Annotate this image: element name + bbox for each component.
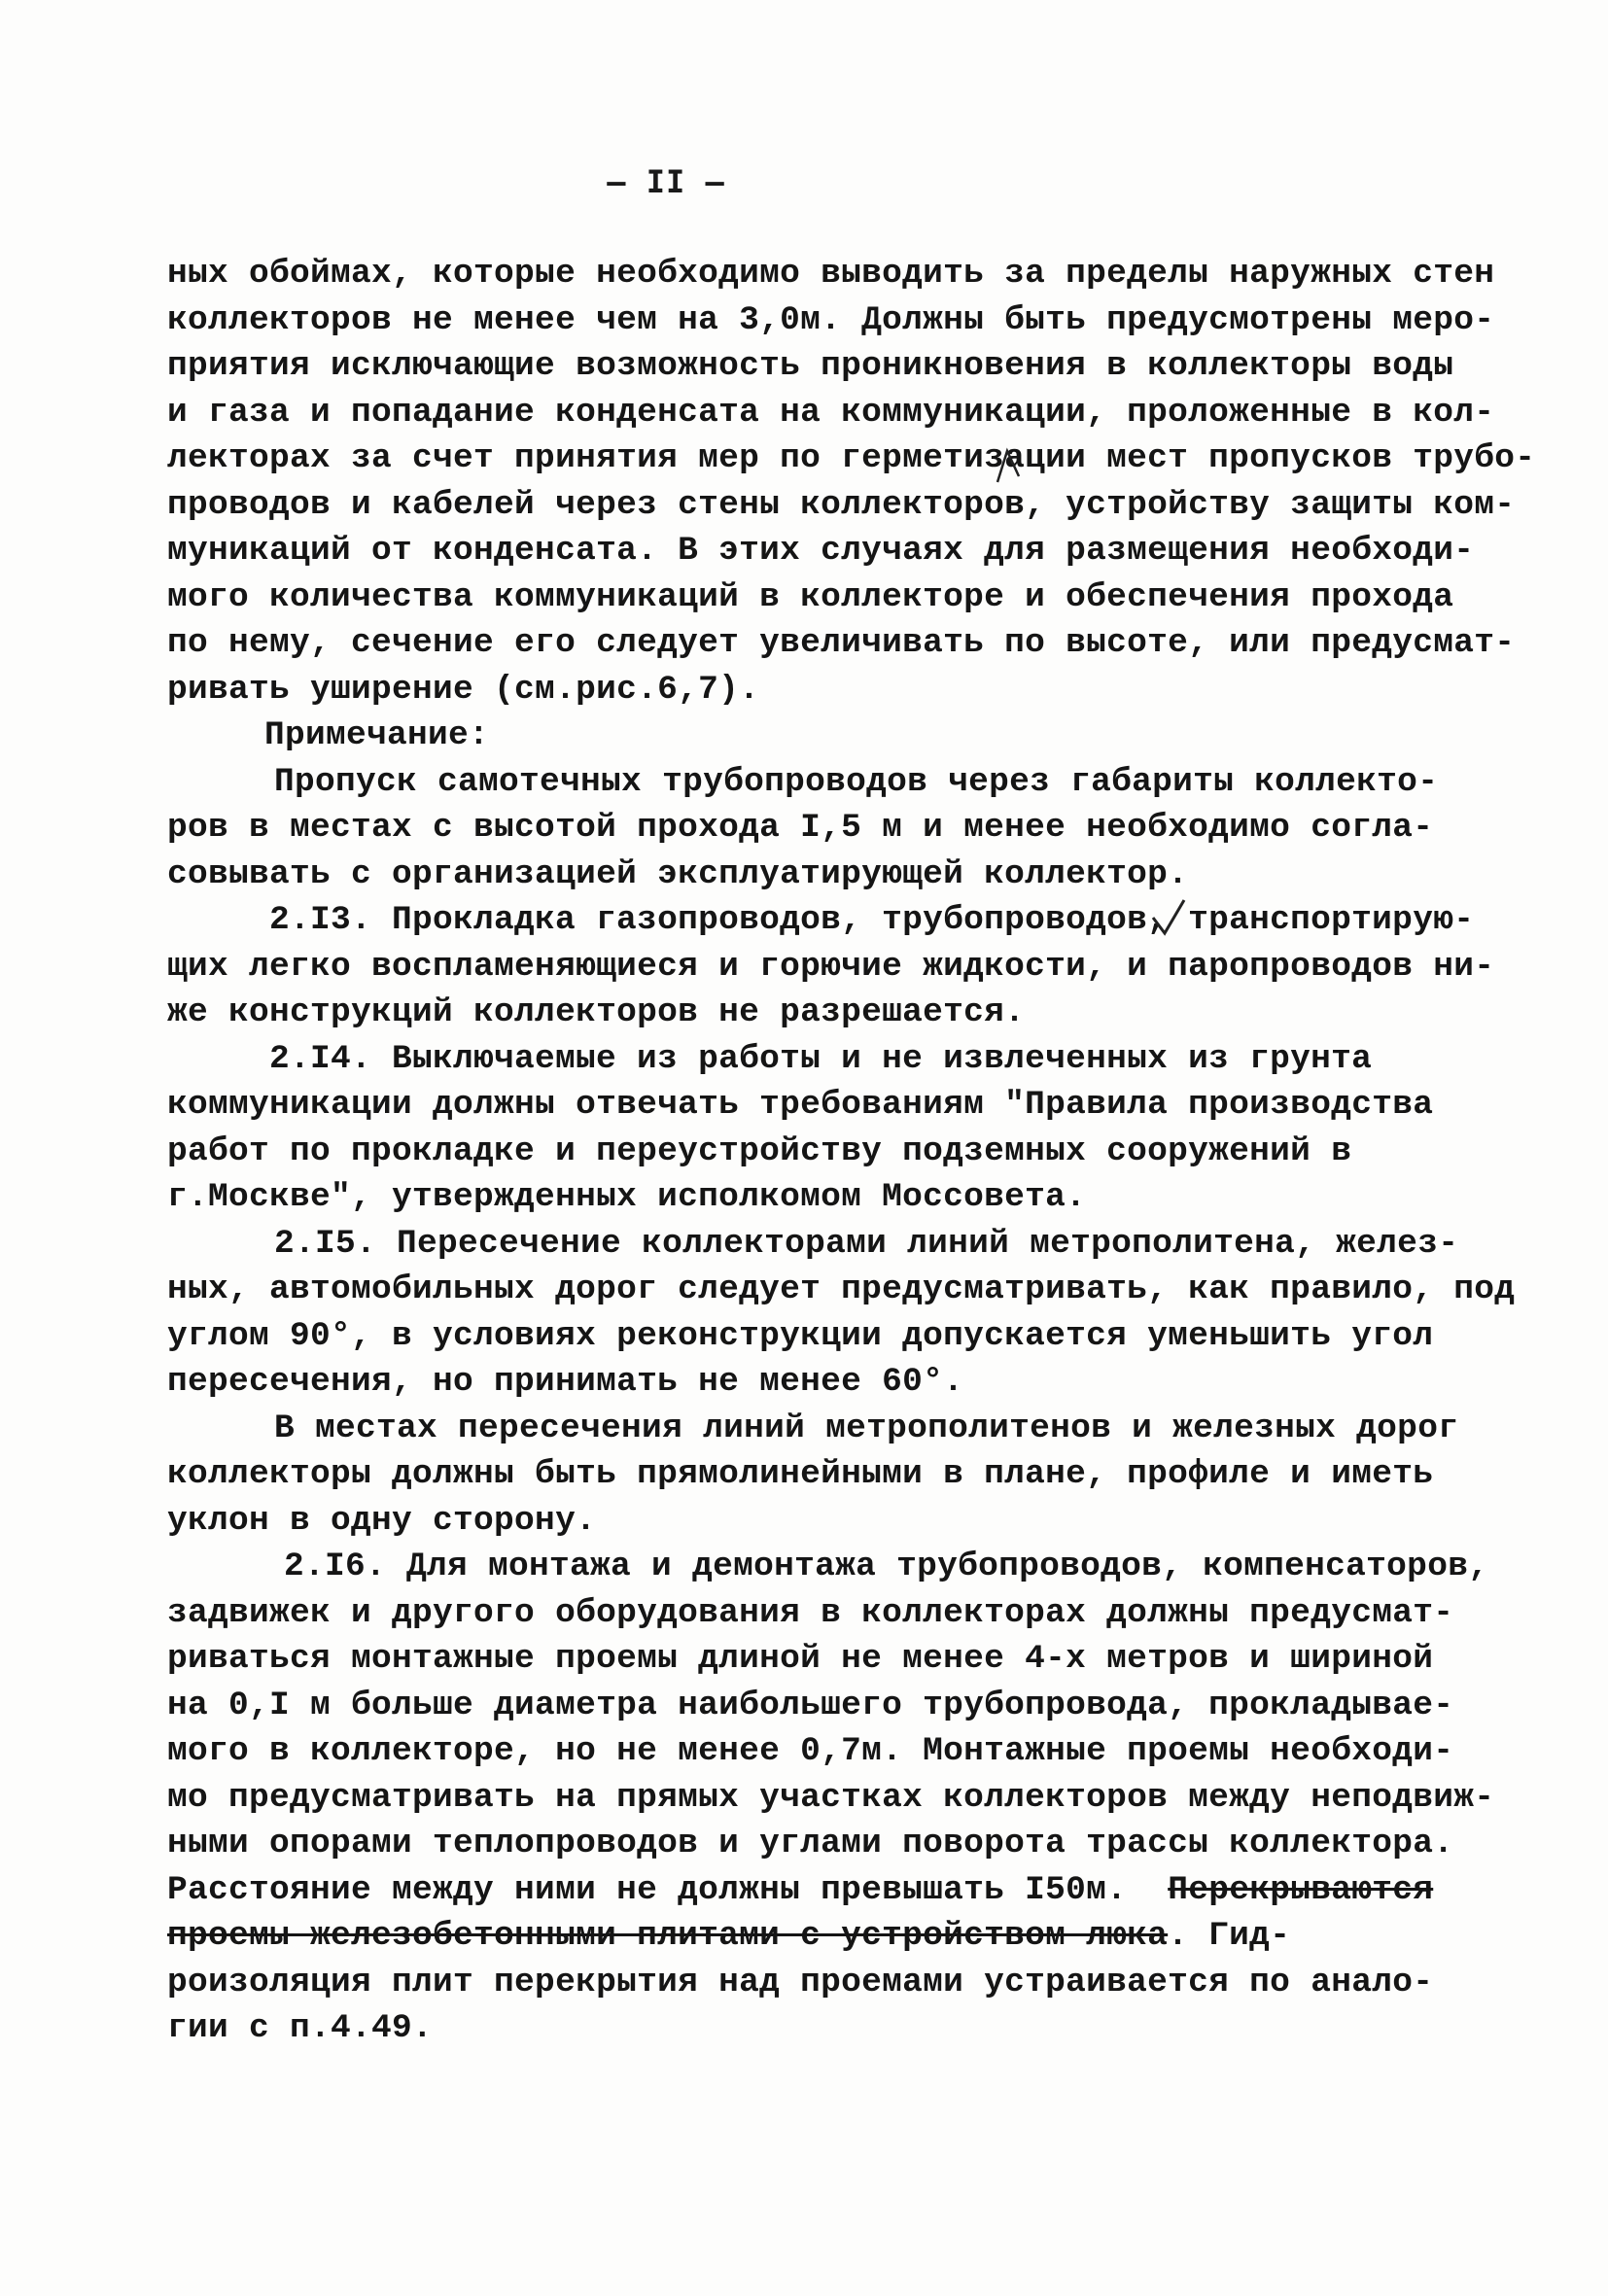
clause-2-16: [167, 1544, 1495, 2052]
text-line: же конструкций коллекторов не разрешается.: [167, 993, 1026, 1031]
struck-text: проемы железобетонными плитами с устройством люка: [167, 1917, 1169, 1955]
paragraph-continuation: [167, 251, 1536, 713]
text-line: 2.I4. Выключаемые из работы и не извлеченных из грунта: [269, 1039, 1373, 1078]
text-line: работ по прокладке и переустройству подземных сооружений в: [167, 1131, 1352, 1170]
text-line: ров в местах с высотой прохода I,5 м и менее необходимо согла-: [167, 809, 1434, 847]
text-line: мо предусматривать на прямых участках коллекторов между неподвиж-: [167, 1778, 1495, 1817]
text-line: 2.I6. Для монтажа и демонтажа трубопроводов, компенсаторов,: [284, 1548, 1489, 1585]
text-line: [167, 1913, 1451, 1960]
text-line: углом 90°, в условиях реконструкции допускается уменьшить угол: [167, 1316, 1434, 1355]
clause-2-15-continued: [167, 1406, 1459, 1545]
handwritten-caret-mark: [994, 447, 1023, 486]
text-line: на 0,I м больше диаметра наибольшего трубопровода, прокладывае-: [167, 1686, 1454, 1724]
text-line: мого в коллекторе, но не менее 0,7м. Монтажные проемы необходи-: [167, 1732, 1454, 1770]
note-paragraph: [167, 759, 1451, 898]
text-line: мого количества коммуникаций в коллекторе и обеспечения прохода: [167, 577, 1454, 616]
text-line: ными опорами теплопроводов и углами поворота трассы коллектора.: [167, 1825, 1454, 1862]
text-fragment: Расстояние между ними не должны превышать I50м.: [167, 1870, 1128, 1909]
note-heading: [167, 713, 1451, 759]
text-line: Пропуск самотечных трубопроводов через габариты коллекто-: [274, 762, 1439, 801]
text-line: г.Москве", утвержденных исполкомом Моссовета.: [167, 1178, 1087, 1216]
text-line: лекторах за счет принятия мер по герметизации мест пропусков трубо-: [167, 439, 1536, 477]
text-line: роизоляция плит перекрытия над проемами устраивается по анало-: [167, 1963, 1434, 2001]
clause-2-15: [167, 1221, 1516, 1406]
text-line: проводов и кабелей через стены коллекторов, устройству защиты ком-: [167, 485, 1516, 524]
text-line: коллекторов не менее чем на 3,0м. Должны быть предусмотрены меро-: [167, 300, 1495, 339]
handwritten-check-mark: [1149, 896, 1188, 939]
text-line: 2.I5. Пересечение коллекторами линий метрополитена, желез-: [274, 1224, 1459, 1263]
struck-text: Перекрываются: [1168, 1870, 1434, 1909]
page-number: — II —: [607, 163, 725, 200]
text-line: [167, 1867, 1451, 1914]
text-line: В местах пересечения линий метрополитенов и железных дорог: [274, 1409, 1459, 1447]
text-line: коллекторы должны быть прямолинейными в плане, профиле и иметь: [167, 1455, 1434, 1493]
text-line: ных обоймах, которые необходимо выводить за пределы наружных стен: [167, 255, 1495, 293]
clause-2-13: [167, 897, 1495, 1036]
text-line: гии с п.4.49.: [167, 2009, 434, 2047]
body-text: [167, 251, 1536, 2052]
text-line: задвижек и другого оборудования в коллекторах должны предусмат-: [167, 1593, 1454, 1632]
text-fragment: . Гид-: [1168, 1917, 1291, 1955]
text-line: уклон в одну сторону.: [167, 1501, 597, 1540]
text-line: ных, автомобильных дорог следует предусматривать, как правило, под: [167, 1270, 1516, 1308]
text-line: муникаций от конденсата. В этих случаях для размещения необходи-: [167, 532, 1475, 570]
text-line: ривать уширение (см.рис.6,7).: [167, 670, 760, 709]
clause-2-14: [167, 1036, 1451, 1221]
text-line: 2.I3. Прокладка газопроводов, трубопроводов, транспортирую-: [269, 901, 1475, 939]
text-line: коммуникации должны отвечать требованиям "Правила производства: [167, 1086, 1434, 1124]
text-line: приятия исключающие возможность проникновения в коллекторы воды: [167, 347, 1454, 385]
text-line: щих легко воспламеняющиеся и горючие жидкости, и паропроводов ни-: [167, 947, 1495, 986]
text-line: и газа и попадание конденсата на коммуникации, проложенные в кол-: [167, 393, 1495, 432]
text-line: пересечения, но принимать не менее 60°.: [167, 1363, 964, 1401]
text-line: по нему, сечение его следует увеличивать по высоте, или предусмат-: [167, 624, 1516, 662]
text-line: риваться монтажные проемы длиной не менее 4-х метров и шириной: [167, 1640, 1434, 1678]
text-line: Примечание:: [264, 716, 490, 754]
text-line: совывать с организацией эксплуатирующей коллектор.: [167, 854, 1189, 893]
